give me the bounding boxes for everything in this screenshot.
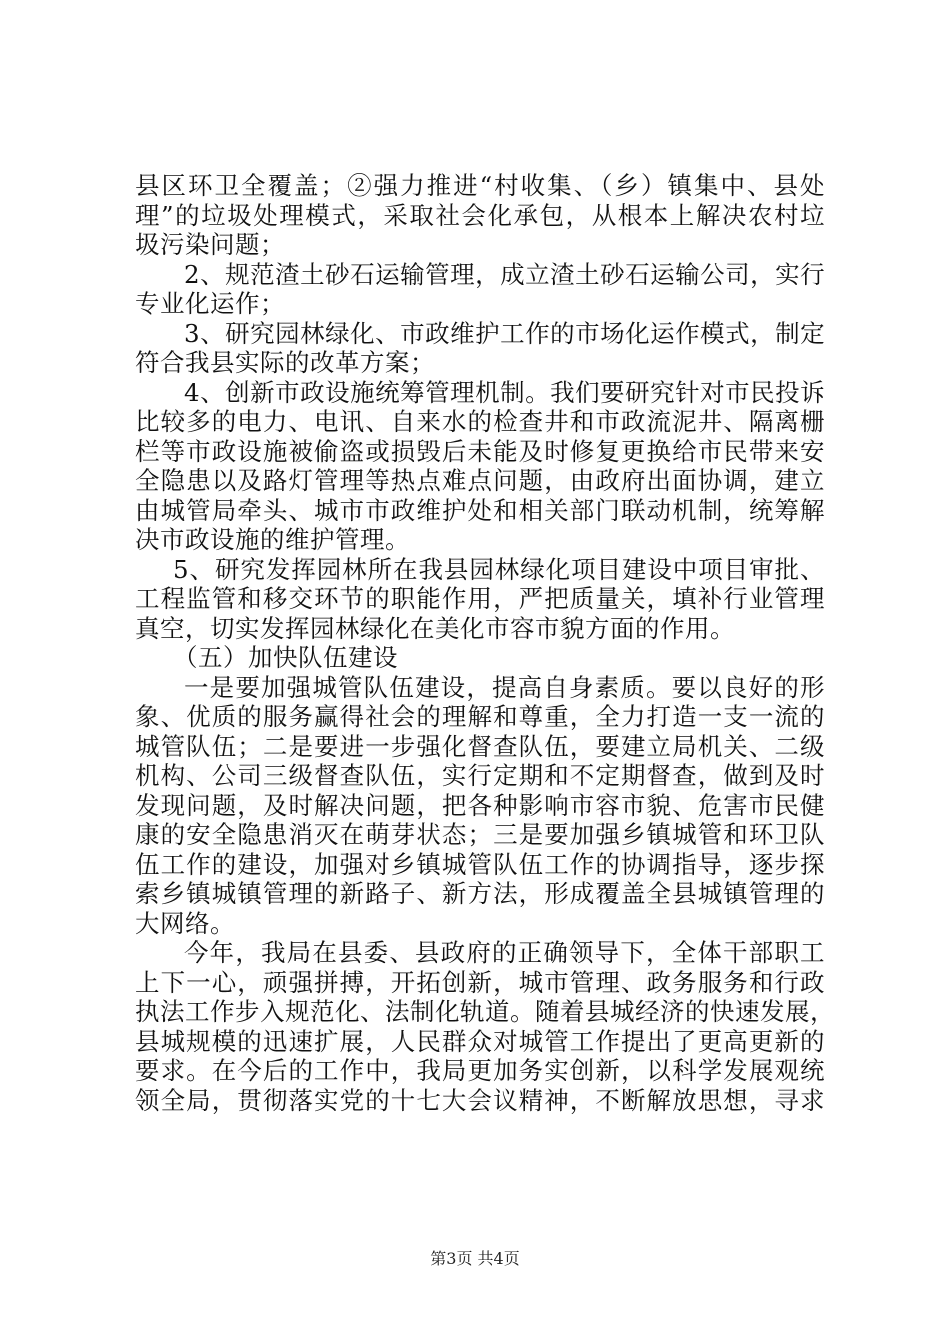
text-line: 领全局，贯彻落实党的十七大会议精神，不断解放思想，寻求: [135, 1085, 825, 1115]
document-body: [135, 171, 835, 1115]
text-line: 比较多的电力、电讯、自来水的检查井和市政流泥井、隔离栅: [135, 407, 825, 436]
text-line: 专业化运作；: [135, 289, 285, 318]
text-line: 工程监管和移交环节的职能作用，严把质量关，填补行业管理: [135, 584, 825, 613]
text-line: 决市政设施的维护管理。: [135, 525, 410, 554]
text-line: 3、研究园林绿化、市政维护工作的市场化运作模式，制定: [184, 318, 826, 348]
text-line: 4、创新市政设施统筹管理机制。我们要研究针对市民投诉: [184, 377, 826, 407]
text-line: 要求。在今后的工作中，我局更加务实创新，以科学发展观统: [135, 1056, 825, 1085]
text-line: 上下一心，顽强拼搏，开拓创新，城市管理、政务服务和行政: [135, 967, 825, 997]
text-line: 5、研究发挥园林所在我县园林绿化项目建设中项目审批、: [173, 554, 825, 584]
text-line: 县区环卫全覆盖；②强力推进“村收集、（乡）镇集中、县处: [135, 171, 825, 200]
text-line: （五）加快队伍建设: [173, 643, 398, 672]
text-line: 理”的垃圾处理模式，采取社会化承包，从根本上解决农村垃: [135, 200, 825, 230]
text-line: 由城管局牵头、城市市政维护处和相关部门联动机制，统筹解: [135, 495, 825, 525]
text-line: 机构、公司三级督查队伍，实行定期和不定期督查，做到及时: [135, 761, 825, 790]
text-line: 象、优质的服务赢得社会的理解和尊重，全力打造一支一流的: [135, 702, 825, 731]
text-line: 全隐患以及路灯管理等热点难点问题，由政府出面协调，建立: [135, 466, 825, 495]
text-line: 圾污染问题；: [135, 230, 285, 259]
page-footer: 第3页 共4页: [430, 1249, 520, 1268]
text-line: 2、规范渣土砂石运输管理，成立渣土砂石运输公司，实行: [184, 259, 826, 289]
text-line: 真空，切实发挥园林绿化在美化市容市貌方面的作用。: [135, 613, 735, 643]
text-line: 发现问题，及时解决问题，把各种影响市容市貌、危害市民健: [135, 790, 825, 820]
text-line: 一是要加强城管队伍建设，提高自身素质。要以良好的形: [184, 672, 825, 702]
text-line: 伍工作的建设，加强对乡镇城管队伍工作的协调指导，逐步探: [135, 849, 825, 879]
text-line: 县城规模的迅速扩展，人民群众对城管工作提出了更高更新的: [135, 1026, 825, 1056]
text-line: 康的安全隐患消灭在萌芽状态；三是要加强乡镇城管和环卫队: [135, 820, 825, 849]
text-line: 栏等市政设施被偷盗或损毁后未能及时修复更换给市民带来安: [135, 436, 825, 466]
text-line: 今年，我局在县委、县政府的正确领导下，全体干部职工: [184, 938, 825, 967]
text-line: 执法工作步入规范化、法制化轨道。随着县城经济的快速发展，: [135, 997, 835, 1026]
text-line: 符合我县实际的改革方案；: [135, 348, 435, 377]
text-line: 大网络。: [135, 908, 235, 938]
text-line: 索乡镇城镇管理的新路子、新方法，形成覆盖全县城镇管理的: [135, 879, 825, 908]
text-line: 城管队伍；二是要进一步强化督查队伍，要建立局机关、二级: [135, 731, 825, 761]
